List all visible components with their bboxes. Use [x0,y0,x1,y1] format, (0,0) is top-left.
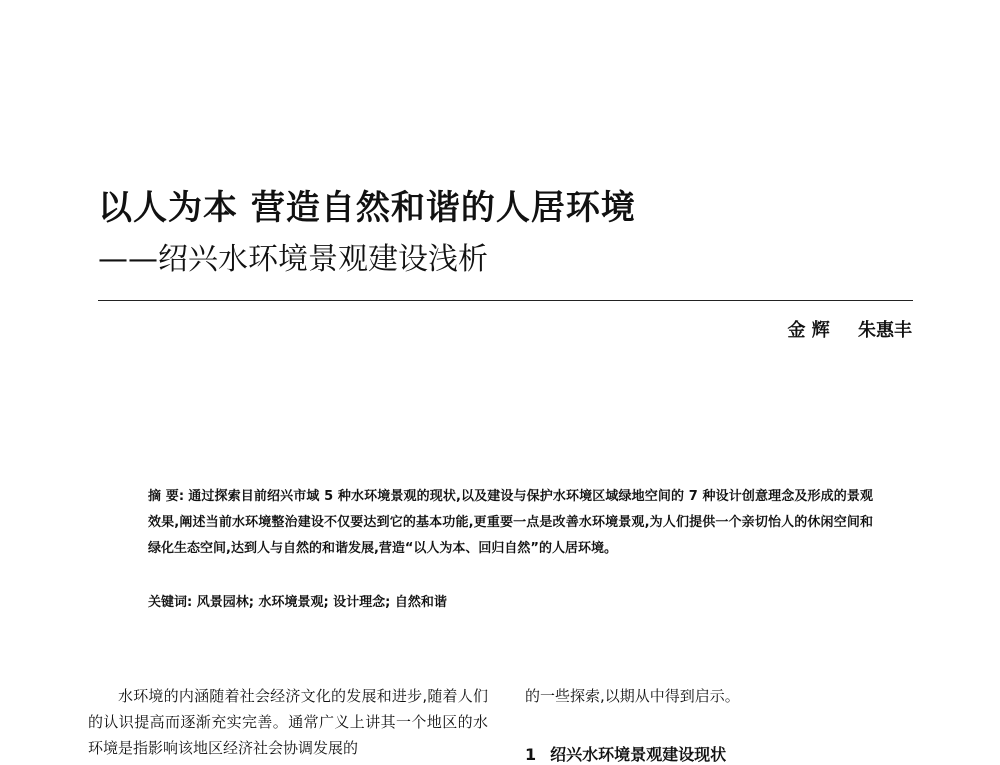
body-column-left [88,683,488,761]
section-title: 绍兴水环境景观建设现状 [550,745,727,764]
section-heading [525,742,726,765]
body-column-right [525,683,915,709]
keywords-text: 风景园林; 水环境景观; 设计理念; 自然和谐 [196,595,447,610]
body-paragraph: 的一些探索,以期从中得到启示。 [525,687,740,705]
author-list [787,316,912,342]
abstract-text: 通过探索目前绍兴市域 5 种水环境景观的现状,以及建设与保护水环境区域绿地空间的 7 种设计创意理念及形成的景观效果,阐述当前水环境整治建设不仅要达到它的基本功能,更重要一点是改善水环境景观,为人们提供一个亲切怡人的休闲空间和绿化生态空间,达到人与自然的和谐发展,营造“以人为本、回归自然”的人居环境。 [148,489,873,556]
section-number: 1 [525,745,537,764]
paper-subtitle: ——绍兴水环境景观建设浅析 [98,242,488,277]
abstract [148,484,873,562]
title-divider [98,300,913,301]
body-paragraph: 水环境的内涵随着社会经济文化的发展和进步,随着人们的认识提高而逐渐充实完善。通常广义上讲其一个地区的水环境是指影响该地区经济社会协调发展的 [88,687,488,757]
abstract-label: 摘 要: [148,489,185,504]
author-name: 金 辉 [787,320,830,341]
keywords-label: 关键词: [148,595,193,610]
keywords [148,592,447,614]
author-name: 朱惠丰 [858,320,912,341]
paper-title: 以人为本 营造自然和谐的人居环境 [98,188,636,228]
